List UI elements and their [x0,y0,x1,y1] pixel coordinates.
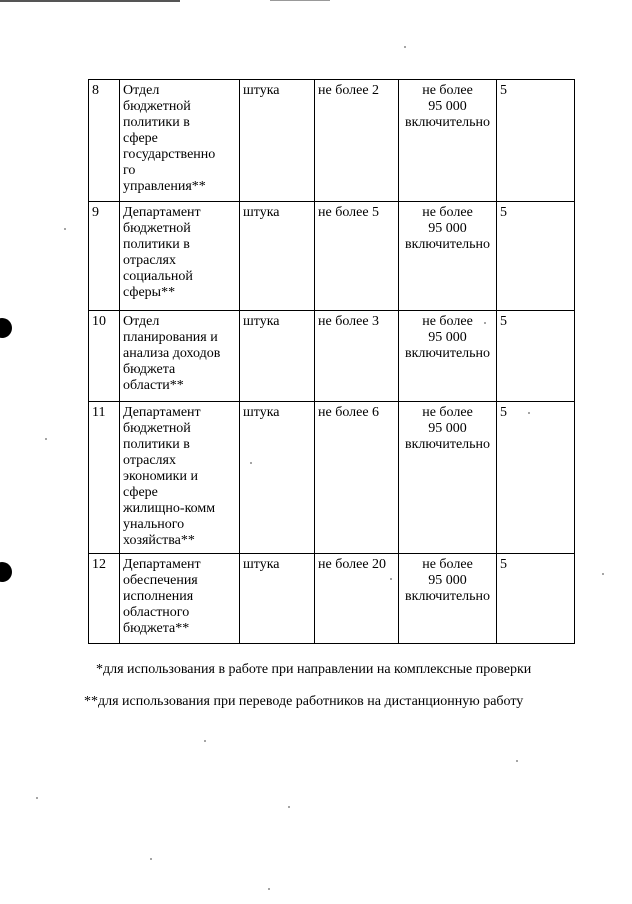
table-row [89,554,575,644]
department-cell [120,554,240,644]
term-cell: 5 [497,202,575,311]
price-line: 95 000 [428,330,467,345]
department-line: планирования и [123,330,218,345]
price-line: 95 000 [428,99,467,114]
quantity-cell: не более 6 [315,402,399,554]
price-cell [399,80,497,202]
table-row [89,402,575,554]
table-row [89,202,575,311]
footnote-single-asterisk: *для использования в работе при направлении на комплексные проверки [96,662,532,677]
unit-cell: штука [240,554,315,644]
department-cell [120,80,240,202]
department-line: Департамент [123,205,201,220]
unit-cell: штука [240,311,315,402]
department-line: бюджетной [123,99,191,114]
department-line: управления** [123,179,206,194]
price-line: не более [422,405,473,420]
department-line: бюджета** [123,621,190,636]
department-line: бюджетной [123,221,191,236]
price-line: включительно [404,115,491,130]
scan-speck [288,806,290,808]
quantity-cell: не более 2 [315,80,399,202]
unit-cell: штука [240,202,315,311]
department-line: бюджетной [123,421,191,436]
price-line: включительно [404,437,491,452]
scan-speck [268,888,270,890]
department-line: экономики и [123,469,198,484]
unit-cell: штука [240,80,315,202]
scan-speck [404,46,406,48]
term-cell: 5 [497,80,575,202]
table-row [89,80,575,202]
department-line: Департамент [123,557,201,572]
department-line: го [123,163,136,178]
price-line: включительно [404,346,491,361]
department-line: исполнения [123,589,194,604]
price-line: 95 000 [428,573,467,588]
department-line: сфере [123,131,158,146]
punch-hole-upper [0,318,12,338]
department-cell [120,202,240,311]
row-number-cell: 12 [89,554,120,644]
department-line: политики в [123,237,190,252]
department-line: политики в [123,115,190,130]
department-line: Отдел [123,83,160,98]
department-line: отраслях [123,453,176,468]
scan-speck [36,797,38,799]
punch-hole-lower [0,562,12,582]
quantity-cell: не более 5 [315,202,399,311]
department-line: анализа доходов [123,346,221,361]
scan-top-rule [0,0,180,2]
price-line: не более [422,83,473,98]
footnote-double-asterisk: **для использования при переводе работников на дистанционную работу [84,694,524,709]
scan-speck [150,858,152,860]
requirements-table-body [89,80,575,644]
price-line: включительно [404,237,491,252]
table-row [89,311,575,402]
row-number-cell: 11 [89,402,120,554]
price-cell [399,202,497,311]
row-number-cell: 9 [89,202,120,311]
row-number-cell: 8 [89,80,120,202]
department-line: сферы** [123,285,176,300]
price-line: не более [422,205,473,220]
department-line: отраслях [123,253,176,268]
term-cell: 5 [497,554,575,644]
price-cell [399,311,497,402]
department-line: сфере [123,485,158,500]
department-line: государственно [123,147,216,162]
term-cell: 5 [497,402,575,554]
price-cell [399,554,497,644]
scan-speck [204,740,206,742]
quantity-cell: не более 20 [315,554,399,644]
row-number-cell: 10 [89,311,120,402]
department-line: бюджета [123,362,176,377]
scan-speck [45,438,47,440]
term-cell: 5 [497,311,575,402]
department-line: политики в [123,437,190,452]
requirements-table [88,79,575,644]
department-cell [120,402,240,554]
department-line: жилищно-комм [123,501,216,516]
scan-top-rule-secondary [270,0,330,1]
department-line: Департамент [123,405,201,420]
department-cell [120,311,240,402]
scan-speck [602,573,604,575]
unit-cell: штука [240,402,315,554]
department-line: областного [123,605,190,620]
quantity-cell: не более 3 [315,311,399,402]
price-line: 95 000 [428,221,467,236]
department-line: социальной [123,269,193,284]
price-cell [399,402,497,554]
department-line: хозяйства** [123,533,195,548]
department-line: обеспечения [123,573,198,588]
price-line: включительно [404,589,491,604]
scan-speck [64,228,66,230]
department-line: области** [123,378,184,393]
price-line: не более [422,557,473,572]
department-line: Отдел [123,314,160,329]
scan-speck [516,760,518,762]
department-line: унального [123,517,185,532]
price-line: 95 000 [428,421,467,436]
price-line: не более [422,314,473,329]
